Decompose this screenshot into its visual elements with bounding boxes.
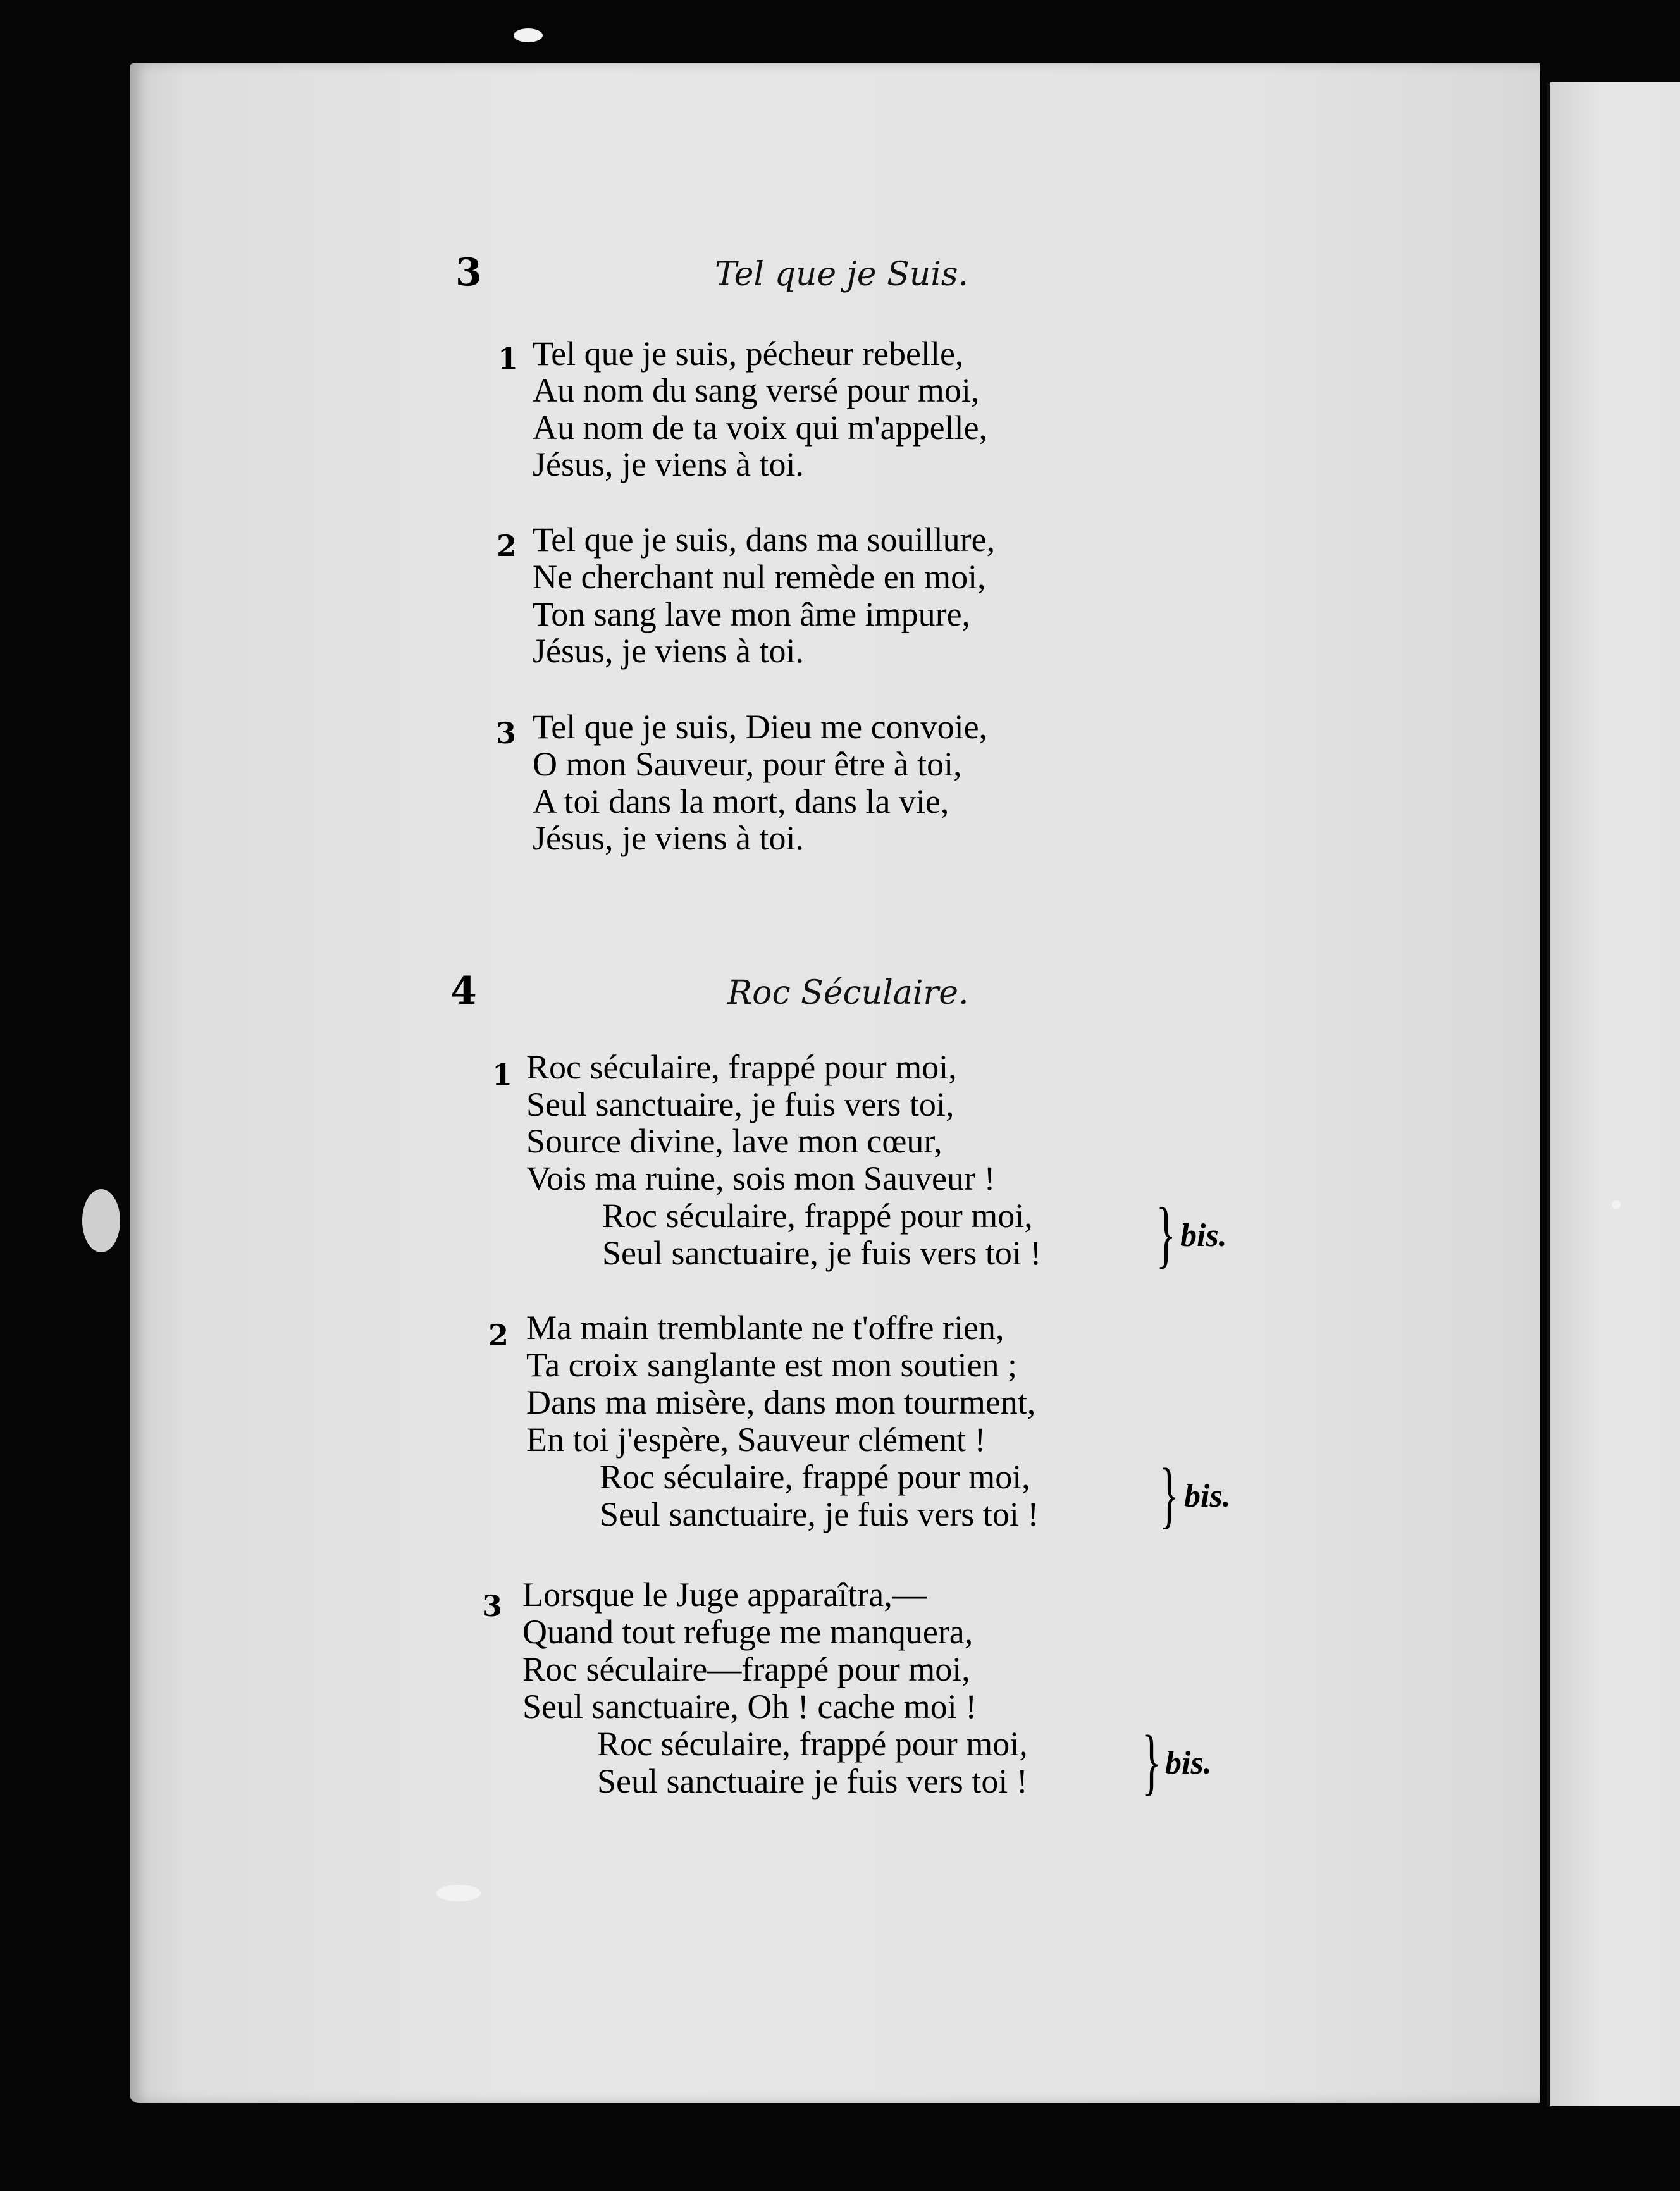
refrain-brace: } bbox=[1159, 1453, 1179, 1536]
refrain-line: Seul sanctuaire, je fuis vers toi ! bbox=[602, 1234, 1042, 1272]
verse-line: Ma main tremblante ne t'offre rien, bbox=[526, 1309, 1004, 1347]
verse-line: Quand tout refuge me manquera, bbox=[522, 1613, 973, 1651]
refrain-line: Seul sanctuaire, je fuis vers toi ! bbox=[600, 1495, 1039, 1533]
verse-number: 3 bbox=[482, 1589, 503, 1623]
refrain-line: Seul sanctuaire je fuis vers toi ! bbox=[597, 1762, 1028, 1800]
refrain-brace: } bbox=[1156, 1192, 1176, 1275]
hymn-number: 4 bbox=[450, 969, 477, 1013]
repeat-mark: bis. bbox=[1165, 1745, 1212, 1781]
verse-line: Au nom du sang versé pour moi, bbox=[533, 371, 980, 409]
verse-line: Vois ma ruine, sois mon Sauveur ! bbox=[526, 1159, 996, 1197]
hymn-title: Roc Séculaire. bbox=[727, 974, 969, 1012]
hymn-number: 3 bbox=[455, 250, 482, 295]
repeat-mark: bis. bbox=[1180, 1218, 1227, 1254]
verse-line: En toi j'espère, Sauveur clément ! bbox=[526, 1421, 986, 1459]
verse-line: Roc séculaire—frappé pour moi, bbox=[522, 1650, 970, 1688]
verse-line: Lorsque le Juge apparaîtra,— bbox=[522, 1576, 927, 1614]
verse-line: Dans ma misère, dans mon tourment, bbox=[526, 1383, 1036, 1421]
repeat-mark: bis. bbox=[1184, 1478, 1231, 1514]
verse-line: Jésus, je viens à toi. bbox=[533, 632, 804, 670]
refrain-line: Roc séculaire, frappé pour moi, bbox=[600, 1458, 1030, 1496]
refrain-brace: } bbox=[1141, 1720, 1161, 1803]
verse-line: Tel que je suis, Dieu me convoie, bbox=[533, 708, 988, 746]
verse-line: Au nom de ta voix qui m'appelle, bbox=[533, 409, 988, 447]
scan-speck bbox=[1612, 1200, 1621, 1209]
verse-number: 2 bbox=[488, 1318, 509, 1352]
scan-speck bbox=[436, 1885, 481, 1901]
refrain-line: Roc séculaire, frappé pour moi, bbox=[602, 1197, 1033, 1235]
verse-line: Tel que je suis, pécheur rebelle, bbox=[533, 335, 964, 373]
verse-line: O mon Sauveur, pour être à toi, bbox=[533, 745, 962, 783]
verse-line: Ton sang lave mon âme impure, bbox=[533, 595, 971, 633]
verse-line: A toi dans la mort, dans la vie, bbox=[533, 782, 949, 820]
verse-line: Ne cherchant nul remède en moi, bbox=[533, 558, 986, 596]
verse-line: Jésus, je viens à toi. bbox=[533, 819, 804, 857]
scan-speck bbox=[82, 1189, 120, 1252]
refrain-line: Roc séculaire, frappé pour moi, bbox=[597, 1725, 1028, 1763]
facing-page-edge bbox=[1547, 82, 1680, 2106]
verse-number: 1 bbox=[498, 342, 519, 376]
verse-number: 3 bbox=[496, 716, 517, 750]
verse-number: 2 bbox=[497, 529, 517, 563]
verse-number: 1 bbox=[492, 1058, 513, 1092]
hymn-title: Tel que je Suis. bbox=[715, 256, 969, 293]
verse-line: Seul sanctuaire, Oh ! cache moi ! bbox=[522, 1688, 977, 1725]
verse-line: Roc séculaire, frappé pour moi, bbox=[526, 1048, 957, 1086]
verse-line: Ta croix sanglante est mon soutien ; bbox=[526, 1346, 1018, 1384]
scan-speck bbox=[514, 28, 543, 42]
verse-line: Jésus, je viens à toi. bbox=[533, 445, 804, 483]
verse-line: Source divine, lave mon cœur, bbox=[526, 1122, 942, 1160]
verse-line: Seul sanctuaire, je fuis vers toi, bbox=[526, 1085, 954, 1123]
verse-line: Tel que je suis, dans ma souillure, bbox=[533, 521, 996, 559]
